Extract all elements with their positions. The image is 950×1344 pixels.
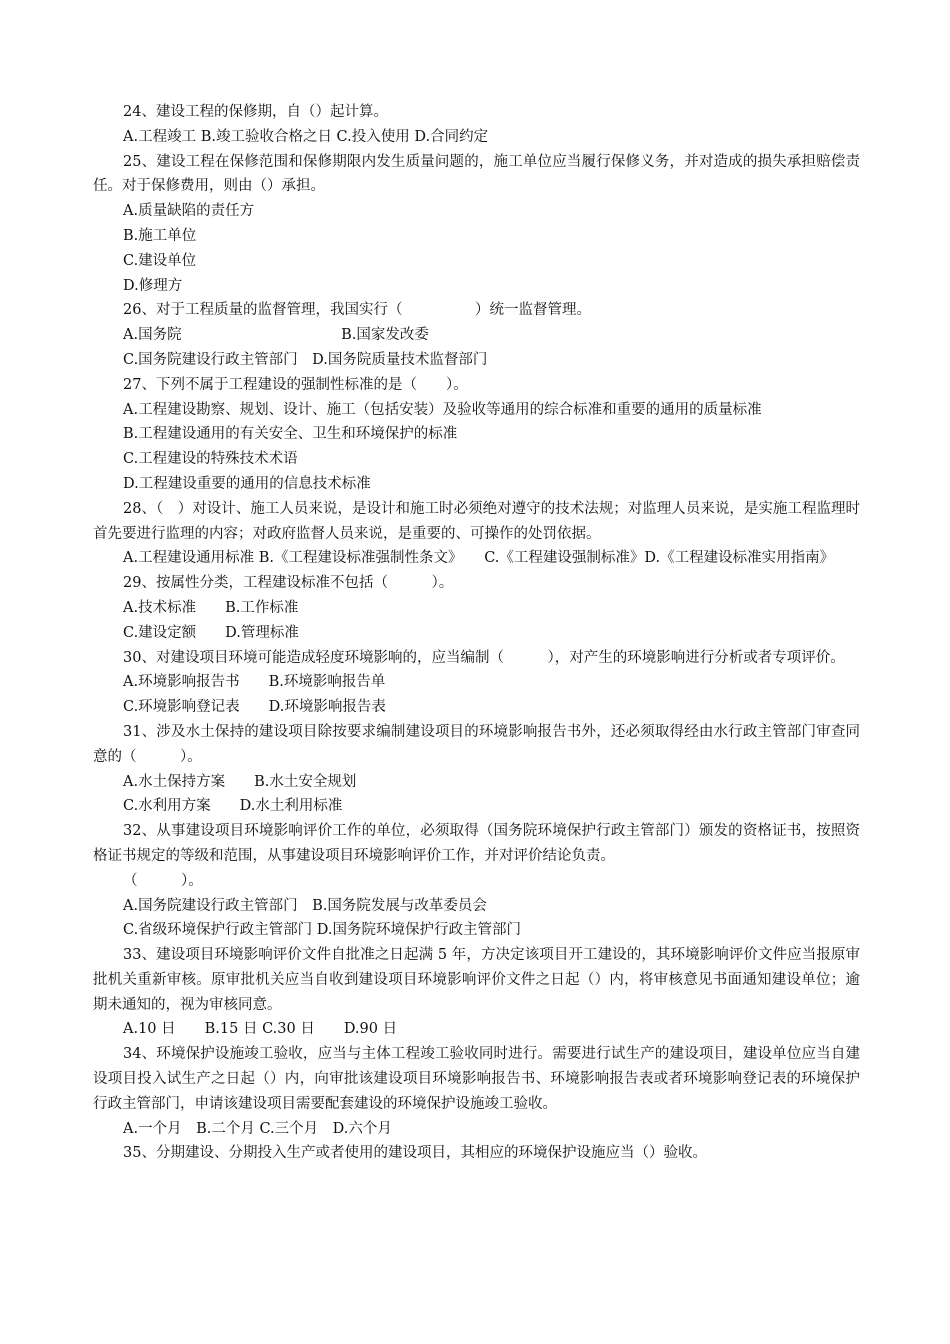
option-line: C.建设单位 (123, 252, 197, 269)
question-paragraph: 24、建设工程的保修期，自（）起计算。 (123, 104, 388, 120)
question-paragraph: 35、分期建设、分期投入生产或者使用的建设项目，其相应的环境保护设施应当（）验收。 (123, 1145, 707, 1162)
question-paragraph: 29、按属性分类，工程建设标准不包括（ ）。 (123, 575, 454, 592)
question-paragraph: 27、下列不属于工程建设的强制性标准的是（ ）。 (123, 376, 468, 393)
option-line: D.工程建设重要的通用的信息技术标准 (123, 475, 371, 492)
option-line: B.施工单位 (123, 227, 197, 244)
option-line: C.环境影响登记表 D.环境影响报告表 (123, 699, 386, 716)
option-line: A.技术标准 B.工作标准 (123, 599, 299, 616)
option-line: A.国务院建设行政主管部门 B.国务院发展与改革委员会 (123, 897, 487, 914)
question-paragraph: 30、对建设项目环境可能造成轻度环境影响的，应当编制（ ），对产生的环境影响进行分析或者专项评价。 (123, 649, 845, 666)
option-line: C.建设定额 D.管理标准 (123, 624, 299, 641)
question-paragraph: 34、环境保护设施竣工验收，应当与主体工程竣工验收同时进行。需要进行试生产的建设项目，建设单位应当自建设项目投入试生产之日起（）内，向审批该建设项目环境影响报告书、环境影响报告表或者环境影响登记表的环境保护行政主管部门，申请该建设项目需要配套建设的环境保护设施竣工验收。 (93, 1046, 860, 1112)
document-page (93, 100, 860, 1166)
question-paragraph: A.工程建设勘察、规划、设计、施工（包括安装）及验收等通用的综合标准和重要的通用的质量标准 (123, 401, 762, 418)
option-line: D.修理方 (123, 277, 183, 294)
question-paragraph: 31、涉及水土保持的建设项目除按要求编制建设项目的环境影响报告书外，还必须取得经由水行政主管部门审查同意的（ ）。 (93, 723, 860, 765)
option-line: A.工程竣工 B.竣工验收合格之日 C.投入使用 D.合同约定 (123, 128, 489, 145)
option-line: A.国务院 B.国家发改委 (123, 327, 429, 344)
question-paragraph: 25、建设工程在保修范围和保修期限内发生质量问题的，施工单位应当履行保修义务，并对造成的损失承担赔偿责任。对于保修费用，则由（）承担。 (93, 153, 860, 195)
option-line: A.水土保持方案 B.水土安全规划 (123, 773, 357, 790)
question-paragraph: 32、从事建设项目环境影响评价工作的单位，必须取得（国务院环境保护行政主管部门）颁发的资格证书，按照资格证书规定的等级和范围，从事建设项目环境影响评价工作，并对评价结论负责。 (93, 823, 860, 864)
option-line: C.工程建设的特殊技术术语 (123, 451, 298, 468)
option-line: A.质量缺陷的责任方 (123, 203, 255, 220)
question-paragraph: 33、建设项目环境影响评价文件自批准之日起满 5 年，方决定该项目开工建设的，其环境影响评价文件应当报原审批机关重新审核。原审批机关应当自收到建设项目环境影响评价文件之日起（）内，将审核意见书面通知建设单位；逾期未通知的，视为审核同意。 (93, 947, 860, 1013)
option-line: C.水利用方案 D.水土利用标准 (123, 798, 343, 815)
question-paragraph: 28、（ ）对设计、施工人员来说，是设计和施工时必须绝对遵守的技术法规；对监理人员来说，是实施工程监理时首先要进行监理的内容；对政府监督人员来说，是重要的、可操作的处罚依据。 (93, 500, 860, 542)
option-line: B.工程建设通用的有关安全、卫生和环境保护的标准 (123, 426, 458, 443)
option-line: A.环境影响报告书 B.环境影响报告单 (123, 674, 386, 691)
option-line: A.一个月 B.二个月 C.三个月 D.六个月 (123, 1120, 392, 1137)
question-paragraph: 26、对于工程质量的监督管理，我国实行（ ）统一监督管理。 (123, 302, 591, 319)
option-line: （ ）。 (123, 872, 203, 889)
question-paragraph: A.工程建设通用标准 B.《工程建设标准强制性条文》 C.《工程建设强制标准》D.《工程建设标准实用指南》 (123, 550, 835, 567)
option-line: C.省级环境保护行政主管部门 D.国务院环境保护行政主管部门 (123, 922, 522, 939)
option-line: A.10 日 B.15 日 C.30 日 D.90 日 (123, 1021, 398, 1038)
option-line: C.国务院建设行政主管部门 D.国务院质量技术监督部门 (123, 351, 488, 368)
